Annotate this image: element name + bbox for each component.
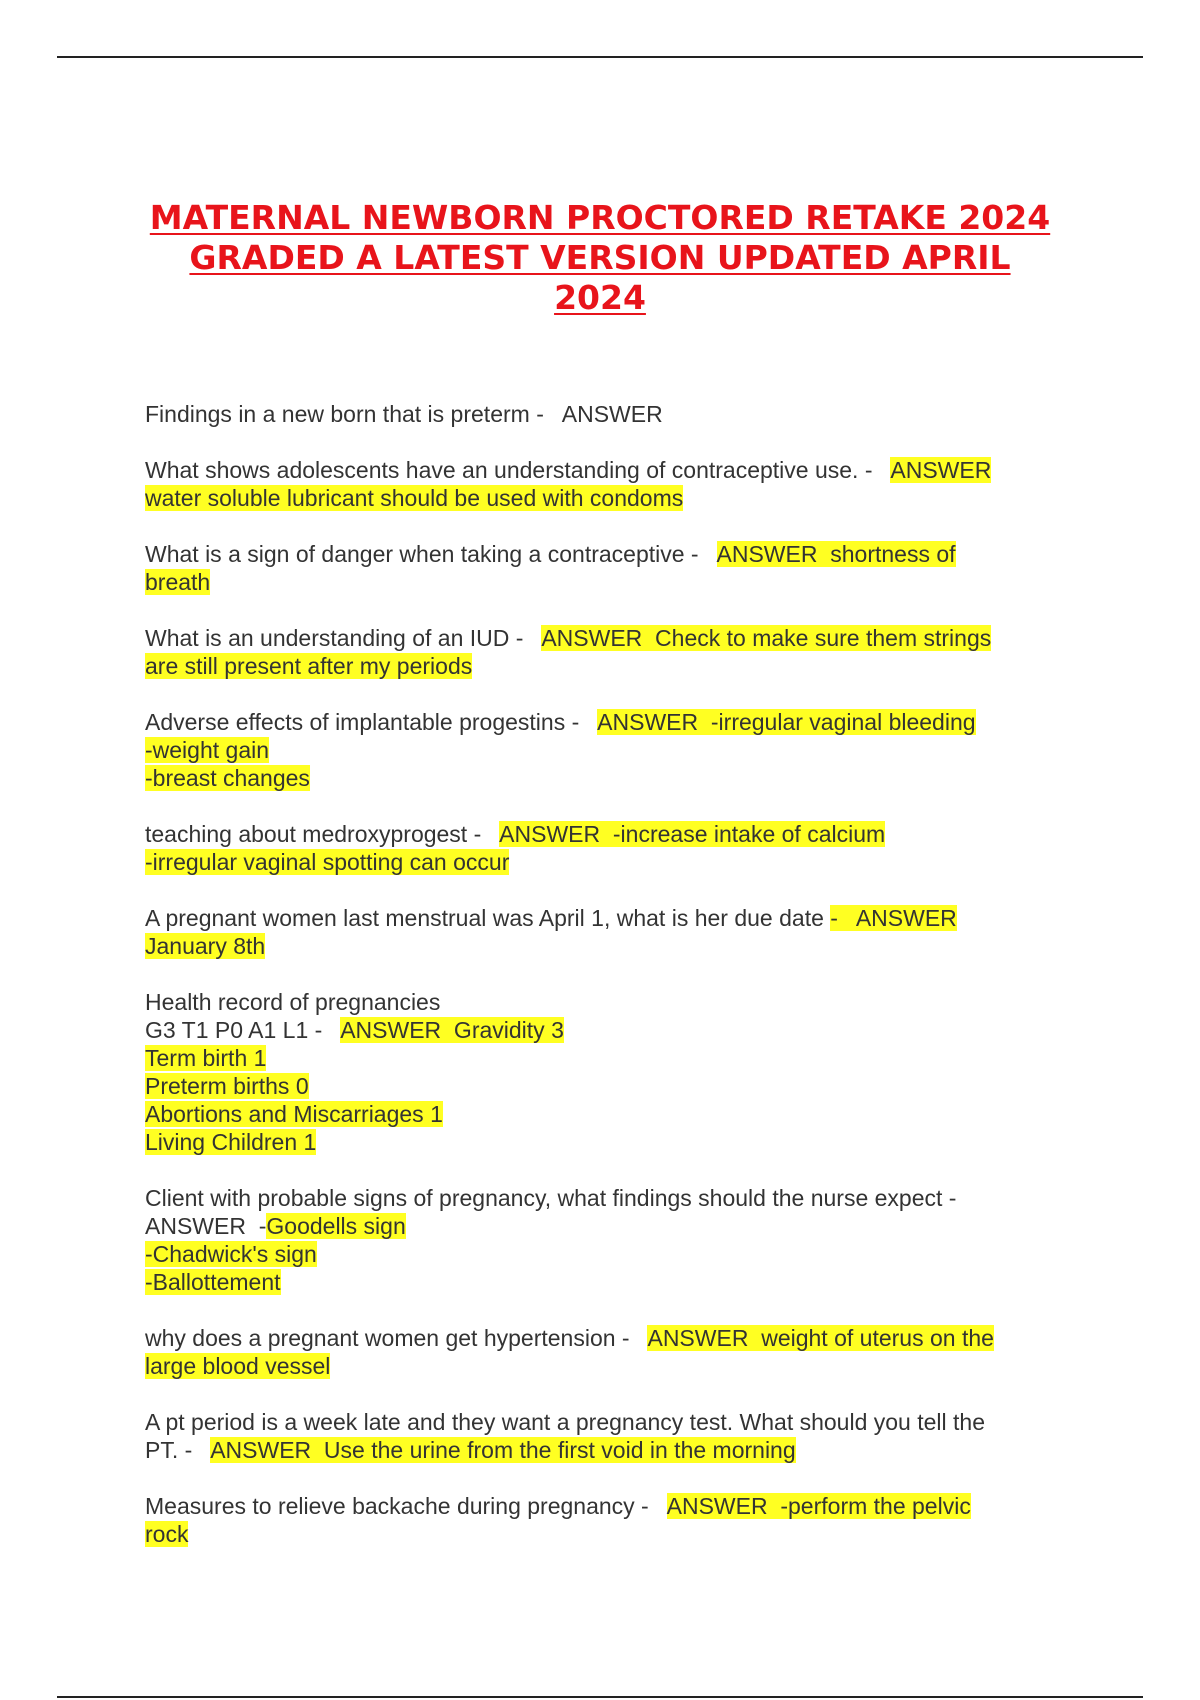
highlighted-answer-text: ANSWER Use the urine from the first void in the morning	[210, 1437, 796, 1463]
qa-line	[145, 1268, 1075, 1296]
question-text: Findings in a new born that is preterm - ANSWER	[145, 401, 663, 427]
question-text: why does a pregnant women get hypertension -	[145, 1325, 648, 1351]
highlighted-answer-text: -breast changes	[145, 765, 310, 791]
highlighted-answer-text: Living Children 1	[145, 1129, 317, 1155]
title-line-2: GRADED A LATEST VERSION UPDATED APRIL	[189, 238, 1011, 277]
qa-line	[145, 820, 1075, 848]
highlighted-answer-text: ANSWER weight of uterus on the	[647, 1325, 994, 1351]
highlighted-answer-text: rock	[145, 1521, 189, 1547]
qa-line	[145, 540, 1075, 568]
qa-line	[145, 568, 1075, 596]
qa-line	[145, 1044, 1075, 1072]
qa-list	[145, 400, 1075, 1576]
qa-item	[145, 400, 1075, 428]
qa-line	[145, 708, 1075, 736]
question-text: A pregnant women last menstrual was April 1, what is her due date	[145, 905, 831, 931]
qa-item	[145, 1324, 1075, 1380]
qa-line	[145, 1072, 1075, 1100]
highlighted-answer-text: are still present after my periods	[145, 653, 473, 679]
qa-line	[145, 1352, 1075, 1380]
qa-line	[145, 1240, 1075, 1268]
qa-line	[145, 624, 1075, 652]
question-text: A pt period is a week late and they want a pregnancy test. What should you tell the	[145, 1409, 986, 1435]
qa-line	[145, 988, 1075, 1016]
bottom-rule	[57, 1696, 1143, 1698]
highlighted-answer-text: Preterm births 0	[145, 1073, 309, 1099]
question-text: What is a sign of danger when taking a contraceptive -	[145, 541, 717, 567]
qa-item	[145, 624, 1075, 680]
qa-line	[145, 904, 1075, 932]
highlighted-answer-text: ANSWER -irregular vaginal bleeding	[597, 709, 976, 735]
title-line-1: MATERNAL NEWBORN PROCTORED RETAKE 2024	[149, 198, 1051, 237]
qa-line	[145, 1436, 1075, 1464]
highlighted-answer-text: ANSWER -perform the pelvic	[666, 1493, 971, 1519]
highlighted-answer-text: ANSWER Gravidity 3	[340, 1017, 564, 1043]
question-text: PT. -	[145, 1437, 211, 1463]
qa-line	[145, 1100, 1075, 1128]
qa-line	[145, 1492, 1075, 1520]
qa-line	[145, 848, 1075, 876]
highlighted-answer-text: January 8th	[145, 933, 266, 959]
qa-line	[145, 932, 1075, 960]
highlighted-answer-text: -Ballottement	[145, 1269, 281, 1295]
question-text: What is an understanding of an IUD -	[145, 625, 542, 651]
highlighted-answer-text: ANSWER -increase intake of calcium	[499, 821, 886, 847]
top-rule	[57, 56, 1143, 58]
highlighted-answer-text: breath	[145, 569, 211, 595]
qa-item	[145, 456, 1075, 512]
qa-line	[145, 1016, 1075, 1044]
highlighted-answer-text: Goodells sign	[266, 1213, 406, 1239]
question-text: G3 T1 P0 A1 L1 -	[145, 1017, 341, 1043]
qa-line	[145, 1520, 1075, 1548]
document-title	[100, 198, 1100, 318]
qa-line	[145, 736, 1075, 764]
qa-item	[145, 988, 1075, 1156]
qa-item	[145, 904, 1075, 960]
highlighted-answer-text: ANSWER	[890, 457, 992, 483]
qa-line	[145, 1184, 1075, 1212]
qa-item	[145, 708, 1075, 792]
highlighted-answer-text: Abortions and Miscarriages 1	[145, 1101, 443, 1127]
question-text: Measures to relieve backache during pregnancy -	[145, 1493, 667, 1519]
qa-item	[145, 1492, 1075, 1548]
highlighted-answer-text: large blood vessel	[145, 1353, 331, 1379]
qa-item	[145, 540, 1075, 596]
qa-item	[145, 820, 1075, 876]
qa-line	[145, 764, 1075, 792]
highlighted-answer-text: -Chadwick's sign	[145, 1241, 317, 1267]
question-text: Adverse effects of implantable progestins -	[145, 709, 598, 735]
qa-item	[145, 1408, 1075, 1464]
question-text: teaching about medroxyprogest -	[145, 821, 500, 847]
highlighted-answer-text: -weight gain	[145, 737, 270, 763]
question-text: What shows adolescents have an understanding of contraceptive use. -	[145, 457, 891, 483]
qa-line	[145, 484, 1075, 512]
qa-line	[145, 1128, 1075, 1156]
qa-item	[145, 1184, 1075, 1296]
qa-line	[145, 1324, 1075, 1352]
highlighted-answer-text: water soluble lubricant should be used with condoms	[145, 485, 684, 511]
highlighted-answer-text: ANSWER Check to make sure them strings	[541, 625, 992, 651]
question-text: Client with probable signs of pregnancy, what findings should the nurse expect -	[145, 1185, 957, 1211]
qa-line	[145, 456, 1075, 484]
title-line-3: 2024	[554, 278, 646, 317]
question-text: Health record of pregnancies	[145, 989, 441, 1015]
qa-line	[145, 1408, 1075, 1436]
highlighted-answer-text: Term birth 1	[145, 1045, 267, 1071]
qa-line	[145, 400, 1075, 428]
highlighted-answer-text: ANSWER shortness of	[716, 541, 956, 567]
question-text: ANSWER -	[145, 1213, 267, 1239]
qa-line	[145, 652, 1075, 680]
qa-line	[145, 1212, 1075, 1240]
highlighted-answer-text: -irregular vaginal spotting can occur	[145, 849, 510, 875]
highlighted-answer-text: - ANSWER	[830, 905, 957, 931]
